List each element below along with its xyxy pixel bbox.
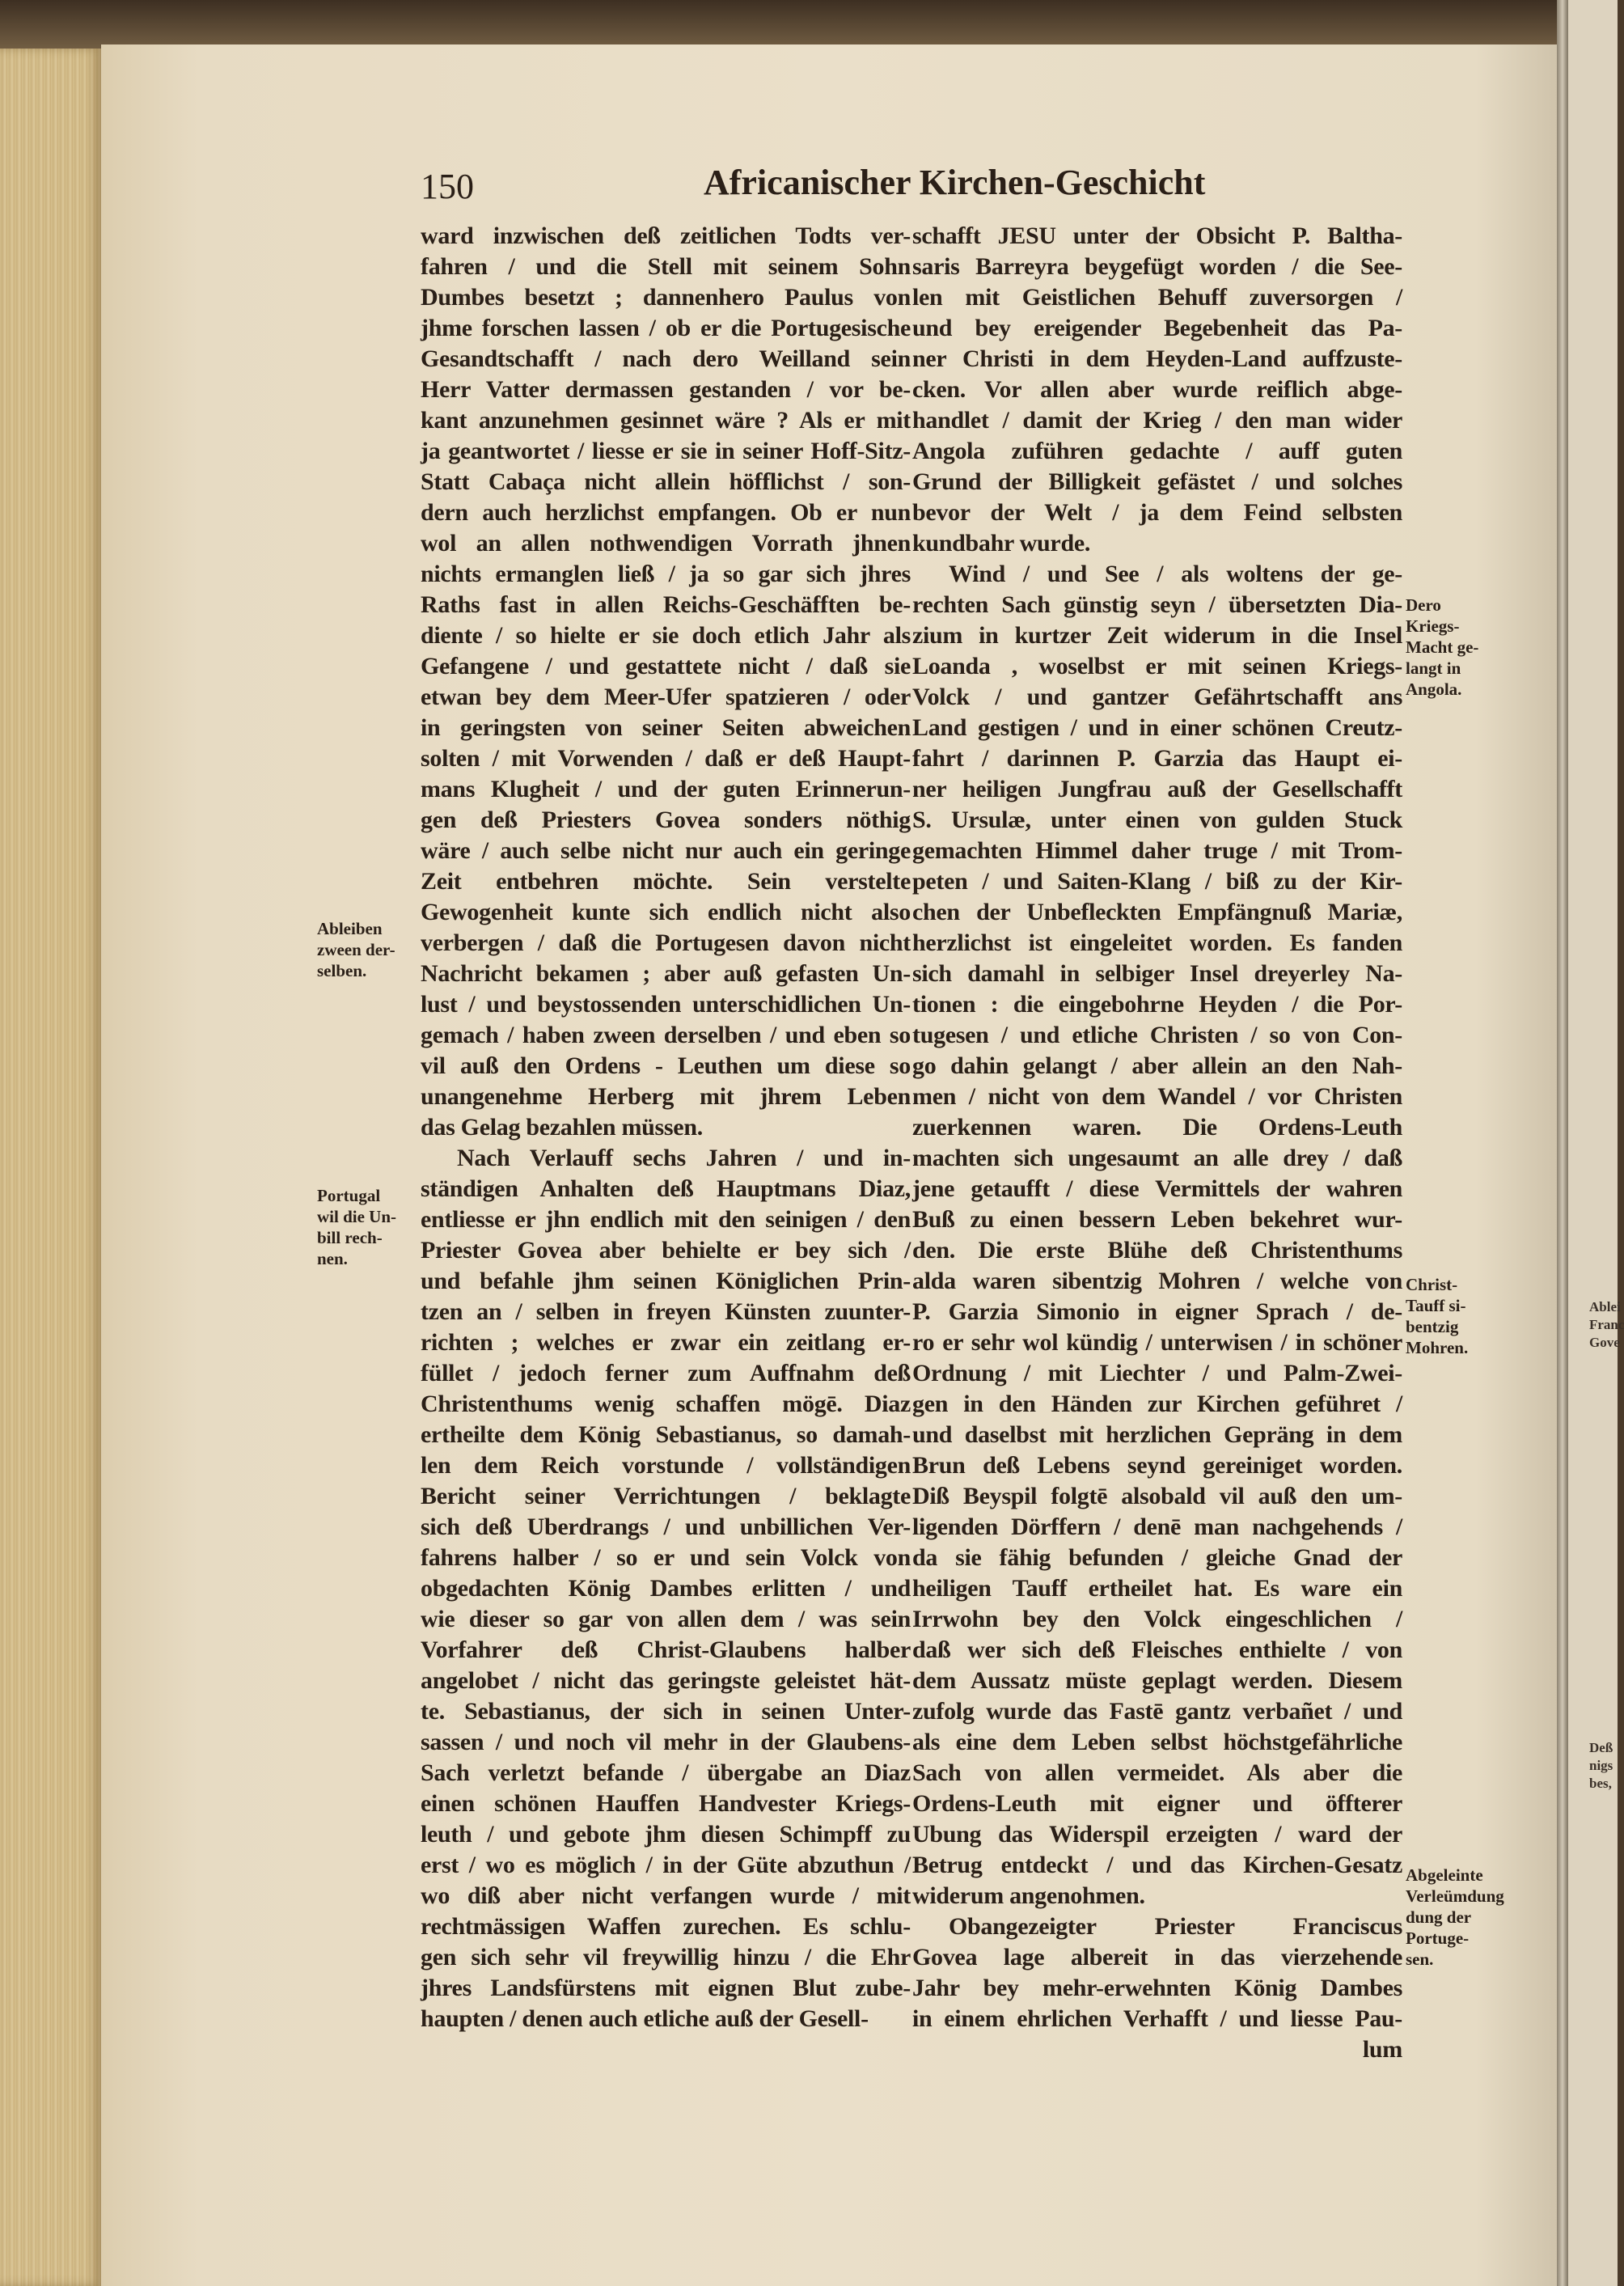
text-line: leuth / und gebote jhm diesen Schimpff zu xyxy=(421,1821,911,1848)
text-line: haupten / denen auch etliche auß der Gesell- xyxy=(421,2005,869,2032)
text-line: Sach von allen vermeidet. Als aber die xyxy=(912,1759,1402,1786)
text-line: Brun deß Lebens seynd gereiniget worden. xyxy=(912,1452,1402,1479)
text-line: jene getaufft / diese Vermittels der wahren xyxy=(912,1175,1402,1202)
text-line: in geringsten von seiner Seiten abweichen xyxy=(421,714,911,741)
text-line: dern auch herzlichst empfangen. Ob er nun xyxy=(421,499,911,526)
text-line: Nach Verlauff sechs Jahren / und in- xyxy=(457,1145,911,1171)
text-line: tionen : die eingebohrne Heyden / die Por- xyxy=(912,991,1402,1018)
text-line: peten / und Saiten-Klang / biß zu der Kir- xyxy=(912,868,1402,895)
text-line: solten / mit Vorwenden / daß er deß Haupt- xyxy=(421,745,911,772)
text-line: Dumbes besetzt ; dannenhero Paulus von xyxy=(421,284,911,311)
margin-note xyxy=(1406,595,1478,700)
text-line: zufolg wurde das Fastē gantz verbañet / und xyxy=(912,1698,1402,1725)
text-line: füllet / jedoch ferner zum Auffnahm deß xyxy=(421,1360,911,1386)
text-line: Christenthums wenig schaffen mögē. Diaz xyxy=(421,1391,911,1417)
next-page-sliver xyxy=(1568,0,1624,2286)
text-line: Gefangene / und gestattete nicht / daß sie xyxy=(421,653,911,679)
text-line: nichts ermanglen ließ / ja so gar sich jhres xyxy=(421,561,911,587)
text-line: tzen an / selben in freyen Künsten zuunter- xyxy=(421,1298,911,1325)
margin-note-line: nigs xyxy=(1589,1758,1613,1773)
text-line: lust / und beystossenden unterschidlichen Un- xyxy=(421,991,911,1018)
text-line: S. Ursulæ, unter einen von gulden Stuck xyxy=(912,806,1402,833)
text-line: den. Die erste Blühe deß Christenthums xyxy=(912,1237,1402,1264)
text-line: Buß zu einen bessern Leben bekehret wur- xyxy=(912,1206,1402,1233)
text-line: fahrt / darinnen P. Garzia das Haupt ei- xyxy=(912,745,1402,772)
margin-note-line: Tauff si- xyxy=(1406,1296,1466,1315)
text-line: men / nicht von dem Wandel / vor Christen xyxy=(912,1083,1402,1110)
next-page-note xyxy=(1589,1739,1613,1793)
margin-note xyxy=(317,1185,396,1269)
text-line: cken. Vor allen aber wurde reiflich abge- xyxy=(912,376,1402,403)
text-line: Ubung das Widerspil erzeigten / ward der xyxy=(912,1821,1402,1848)
text-line: Land gestigen / und in einer schönen Creutz- xyxy=(912,714,1402,741)
text-line: zuerkennen waren. Die Ordens-Leuth xyxy=(912,1114,1402,1141)
text-line: tugesen / und etliche Christen / so von Con- xyxy=(912,1022,1402,1048)
margin-note-line: bill rech- xyxy=(317,1228,383,1247)
text-line: herzlichst ist eingeleitet worden. Es fanden xyxy=(912,929,1402,956)
text-line: Bericht seiner Verrichtungen / beklagte xyxy=(421,1483,911,1509)
margin-note-line: langt in xyxy=(1406,658,1461,678)
margin-note-line: Portugal xyxy=(317,1186,381,1205)
text-line: fahrens halber / so er und sein Volck von xyxy=(421,1544,911,1571)
margin-note-line: selben. xyxy=(317,961,367,980)
text-line: gen sich sehr vil freywillig hinzu / die Ehr xyxy=(421,1944,911,1971)
text-line: das Gelag bezahlen müssen. xyxy=(421,1114,703,1141)
text-line: Jahr bey mehr-erwehnten König Dambes xyxy=(912,1975,1402,2001)
text-line: machten sich ungesaumt an alle drey / daß xyxy=(912,1145,1402,1171)
text-line: Wind / und See / als woltens der ge- xyxy=(949,561,1402,587)
margin-note xyxy=(317,918,395,981)
margin-note xyxy=(1406,1274,1468,1358)
text-line: wie dieser so gar von allen dem / was sein xyxy=(421,1606,911,1632)
text-line: gemachten Himmel daher truge / mit Trom- xyxy=(912,837,1402,864)
text-line: sich damahl in selbiger Insel dreyerley Na- xyxy=(912,960,1402,987)
margin-note-line: bes, xyxy=(1589,1776,1612,1791)
text-line: als eine dem Leben selbst höchstgefährliche xyxy=(912,1729,1402,1755)
text-line: angelobet / nicht das geringste geleistet hät- xyxy=(421,1667,911,1694)
text-line: obgedachten König Dambes erlitten / und xyxy=(421,1575,911,1602)
text-line: bevor der Welt / ja dem Feind selbsten xyxy=(912,499,1402,526)
text-line: ner Christi in dem Heyden-Land auffzuste- xyxy=(912,345,1402,372)
text-line: rechtmässigen Waffen zurechen. Es schlu- xyxy=(421,1913,911,1940)
text-line: te. Sebastianus, der sich in seinen Unter- xyxy=(421,1698,911,1725)
text-line: fahren / und die Stell mit seinem Sohn xyxy=(421,253,911,280)
text-line: unangenehme Herberg mit jhrem Leben xyxy=(421,1083,911,1110)
text-line: richten ; welches er zwar ein zeitlang er- xyxy=(421,1329,911,1356)
margin-note-line: Gove xyxy=(1589,1335,1620,1350)
text-line: sassen / und noch vil mehr in der Glaubens- xyxy=(421,1729,911,1755)
text-line: sich deß Uberdrangs / und unbillichen Ver- xyxy=(421,1513,911,1540)
text-line: Ordnung / mit Liechter / und Palm-Zwei- xyxy=(912,1360,1402,1386)
text-line: vil auß den Ordens - Leuthen um diese so xyxy=(421,1052,911,1079)
text-line: go dahin gelangt / aber allein an den Nah- xyxy=(912,1052,1402,1079)
text-line: in einem ehrlichen Verhafft / und liesse Pau- xyxy=(912,2005,1402,2032)
margin-note-line: sen. xyxy=(1406,1949,1434,1969)
text-line: Herr Vatter dermassen gestanden / vor be- xyxy=(421,376,911,403)
margin-note-line: Ablei xyxy=(1589,1299,1621,1314)
margin-note-line: Macht ge- xyxy=(1406,637,1479,657)
text-line: heiligen Tauff ertheilet hat. Es ware ein xyxy=(912,1575,1402,1602)
text-line: daß wer sich deß Fleisches enthielte / von xyxy=(912,1636,1402,1663)
text-line: erst / wo es möglich / in der Güte abzuthun / xyxy=(421,1852,911,1878)
text-line: Irrwohn bey den Volck eingeschlichen / xyxy=(912,1606,1402,1632)
margin-note-line: nen. xyxy=(317,1249,348,1268)
text-line: Sach verletzt befande / übergabe an Diaz xyxy=(421,1759,911,1786)
text-line: Gesandtschafft / nach dero Weilland sein xyxy=(421,345,911,372)
text-line: handlet / damit der Krieg / den man wider xyxy=(912,407,1402,434)
text-line: rechten Sach günstig seyn / übersetzten Dia- xyxy=(912,591,1402,618)
text-line: wol an allen nothwendigen Vorrath jhnen xyxy=(421,530,911,557)
text-line: und befahle jhm seinen Königlichen Prin- xyxy=(421,1268,911,1294)
text-line: kant anzunehmen gesinnet wäre ? Als er mit xyxy=(421,407,911,434)
text-line: gen deß Priesters Govea sonders nöthig xyxy=(421,806,911,833)
margin-note-line: zween der- xyxy=(317,940,395,959)
margin-note-line: Verleümdung xyxy=(1406,1886,1504,1906)
text-line: einen schönen Hauffen Handvester Kriegs- xyxy=(421,1790,911,1817)
text-line: Loanda , woselbst er mit seinen Kriegs- xyxy=(912,653,1402,679)
text-line: widerum angenohmen. xyxy=(912,1882,1145,1909)
text-line: Obangezeigter Priester Franciscus xyxy=(949,1913,1402,1940)
text-line: und daselbst mit herzlichen Gepräng in dem xyxy=(912,1421,1402,1448)
margin-note-line: Franc xyxy=(1589,1317,1624,1332)
text-line: mans Klugheit / und der guten Erinnerun- xyxy=(421,776,911,802)
text-line: ertheilte dem König Sebastianus, so damah- xyxy=(421,1421,911,1448)
text-line: len dem Reich vorstunde / vollständigen xyxy=(421,1452,911,1479)
margin-note-line: Abgeleinte xyxy=(1406,1865,1483,1885)
text-line: jhme forschen lassen / ob er die Portugesische xyxy=(421,315,911,341)
text-line: ro er sehr wol kündig / unterwisen / in schöner xyxy=(912,1329,1402,1356)
margin-note-line: Ableiben xyxy=(317,919,383,938)
text-line: kundbahr wurde. xyxy=(912,530,1091,557)
text-line: ligenden Dörffern / denē man nachgehends / xyxy=(912,1513,1402,1540)
text-line: chen der Unbefleckten Empfängnuß Mariæ, xyxy=(912,899,1402,925)
text-line: Priester Govea aber behielte er bey sich / xyxy=(421,1237,911,1264)
text-line: Nachricht bekamen ; aber auß gefasten Un- xyxy=(421,960,911,987)
text-line: alda waren sibentzig Mohren / welche von xyxy=(912,1268,1402,1294)
text-line: ja geantwortet / liesse er sie in seiner Hoff-Sitz- xyxy=(421,438,911,464)
margin-note-line: Dero xyxy=(1406,595,1441,615)
margin-note-line: Mohren. xyxy=(1406,1338,1469,1357)
text-line: wo diß aber nicht verfangen wurde / mit xyxy=(421,1882,911,1909)
margin-note-line: bentzig xyxy=(1406,1317,1459,1336)
margin-note-line: Christ- xyxy=(1406,1275,1458,1294)
text-line: da sie fähig befunden / gleiche Gnad der xyxy=(912,1544,1402,1571)
text-line: ner heiligen Jungfrau auß der Gesellschafft xyxy=(912,776,1402,802)
text-line: saris Barreyra beygefügt worden / die See- xyxy=(912,253,1402,280)
left-text-column xyxy=(421,221,911,2034)
text-line: Raths fast in allen Reichs-Geschäfften be- xyxy=(421,591,911,618)
text-line: Grund der Billigkeit gefästet / und solches xyxy=(912,468,1402,495)
text-line: schafft JESU unter der Obsicht P. Baltha- xyxy=(912,222,1402,249)
margin-note-line: wil die Un- xyxy=(317,1207,397,1226)
text-line: entliesse er jhn endlich mit den seinigen / den xyxy=(421,1206,911,1233)
text-line: dem Aussatz müste geplagt werden. Diesem xyxy=(912,1667,1402,1694)
book-gutter xyxy=(1557,0,1568,2286)
text-line: gen in den Händen zur Kirchen geführet / xyxy=(912,1391,1402,1417)
text-line: Ordens-Leuth mit eigner und öffterer xyxy=(912,1790,1402,1817)
margin-note xyxy=(1406,1865,1504,1970)
text-line: etwan bey dem Meer-Ufer spatzieren / oder xyxy=(421,684,911,710)
text-line: diente / so hielte er sie doch etlich Jahr als xyxy=(421,622,911,649)
text-line: zium in kurtzer Zeit widerum in die Insel xyxy=(912,622,1402,649)
text-line: Vorfahrer deß Christ-Glaubens halber xyxy=(421,1636,911,1663)
page-number: 150 xyxy=(421,167,474,206)
text-line: verbergen / daß die Portugesen davon nicht xyxy=(421,929,911,956)
text-line: Diß Beyspil folgtē alsobald vil auß den um- xyxy=(912,1483,1402,1509)
margin-note-line: Deß xyxy=(1589,1740,1613,1755)
right-text-column xyxy=(912,221,1402,2065)
text-line: Govea lage albereit in das vierzehende xyxy=(912,1944,1402,1971)
text-line: ward inzwischen deß zeitlichen Todts ver- xyxy=(421,222,911,249)
text-line: und bey ereigender Begebenheit das Pa- xyxy=(912,315,1402,341)
text-line: ständigen Anhalten deß Hauptmans Diaz, xyxy=(421,1175,911,1202)
text-line: Angola zuführen gedachte / auff guten xyxy=(912,438,1402,464)
margin-note-line: Portuge- xyxy=(1406,1928,1470,1948)
text-line: jhres Landsfürstens mit eignen Blut zube- xyxy=(421,1975,911,2001)
text-line: P. Garzia Simonio in eigner Sprach / de- xyxy=(912,1298,1402,1325)
page-edges xyxy=(0,49,101,2286)
margin-note-line: Kriegs- xyxy=(1406,616,1460,636)
text-line: wäre / auch selbe nicht nur auch ein geringe xyxy=(421,837,911,864)
margin-note-line: dung der xyxy=(1406,1907,1472,1927)
text-line: gemach / haben zween derselben / und eben so xyxy=(421,1022,911,1048)
next-page-note xyxy=(1589,1298,1624,1352)
text-line: Betrug entdeckt / und das Kirchen-Gesatz xyxy=(912,1852,1402,1878)
running-title: Africanischer Kirchen-Geschicht xyxy=(704,163,1206,202)
margin-note-line: Angola. xyxy=(1406,679,1462,699)
text-line: Gewogenheit kunte sich endlich nicht also xyxy=(421,899,911,925)
text-line: Volck / und gantzer Gefährtschafft ans xyxy=(912,684,1402,710)
text-line: Statt Cabaça nicht allein höfflichst / son- xyxy=(421,468,911,495)
text-line: lum xyxy=(1362,2036,1402,2063)
text-line: Zeit entbehren möchte. Sein verstelte xyxy=(421,868,911,895)
text-line: len mit Geistlichen Behuff zuversorgen / xyxy=(912,284,1402,311)
